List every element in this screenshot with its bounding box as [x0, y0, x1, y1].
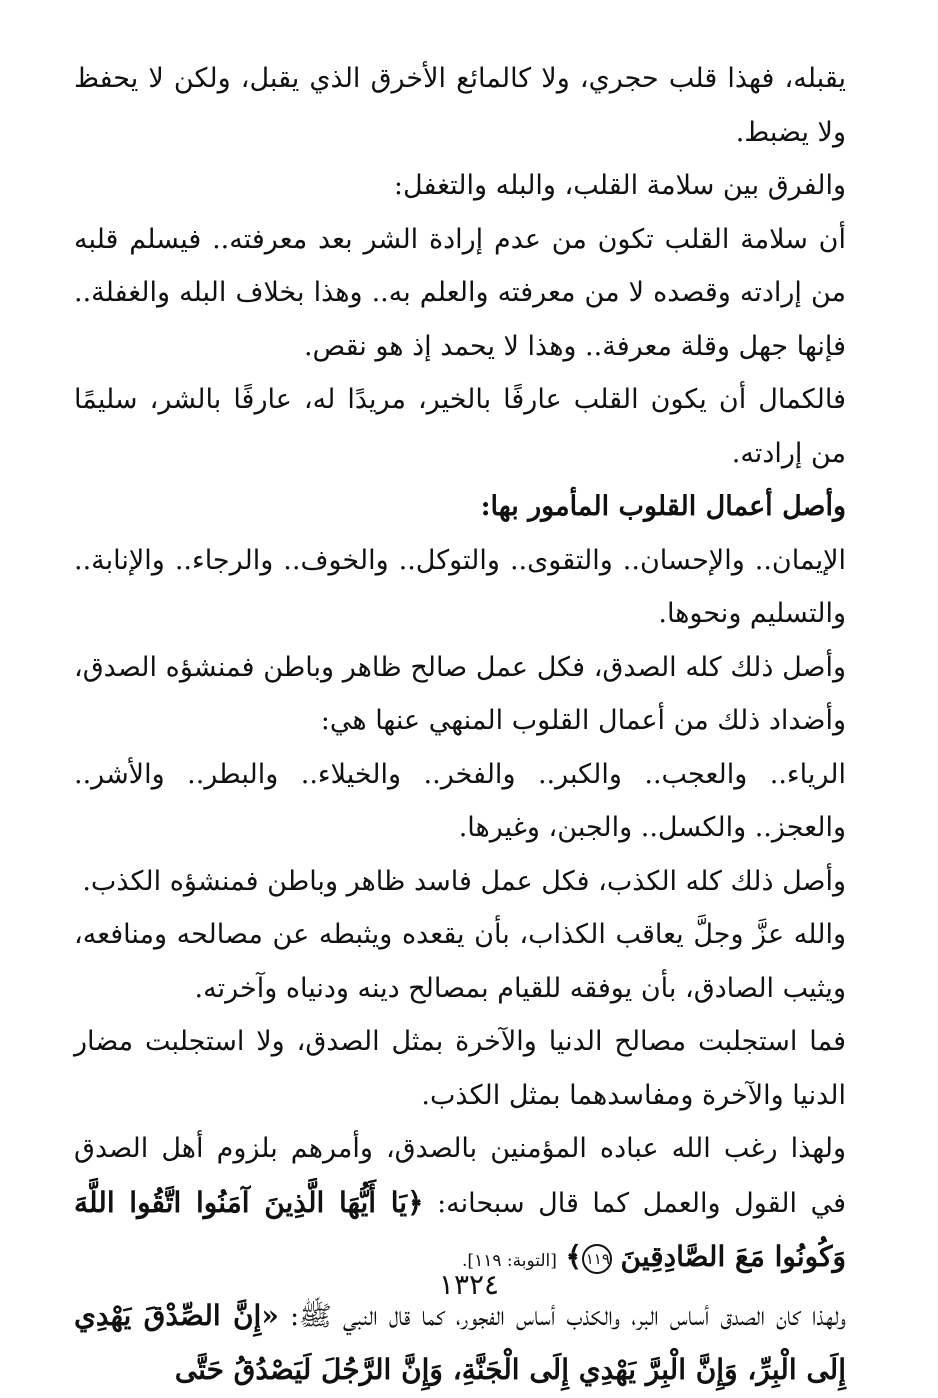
- paragraph: وأصل ذلك كله الصدق، فكل عمل صالح ظاهر وباطن فمنشؤه الصدق، وأضداد ذلك من أعمال القلوب المنهي عنها هي:: [74, 651, 846, 736]
- paragraph: والفرق بين سلامة القلب، والبله والتغفل:: [393, 170, 846, 201]
- paragraph: الرياء.. والعجب.. والكبر.. والفخر.. والخيلاء.. والبطر.. والأشر.. والعجز.. والكسل.. والجبن، وغيرها.: [74, 758, 846, 843]
- body-text: [74, 52, 846, 1398]
- paragraph: وأصل ذلك كله الكذب، فكل عمل فاسد ظاهر وباطن فمنشؤه الكذب.: [82, 865, 846, 897]
- quran-verse: ﴿يَا أَيُّهَا الَّذِينَ آمَنُوا اتَّقُوا اللَّهَ وَكُونُوا مَعَ الصَّادِقِينَ: [74, 1185, 846, 1273]
- paragraph: أن سلامة القلب تكون من عدم إرادة الشر بعد معرفته.. فيسلم قلبه من إرادته وقصده لا من معرفته والعلم به.. وهذا بخلاف البله والغفلة.. فإنها جهل وقلة معرفة.. وهذا لا يحمد إذ هو نقص.: [74, 223, 846, 362]
- hadith-text: «إِنَّ الصِّدْقَ يَهْدِي إِلَى الْبِرِّ، وَإِنَّ الْبِرَّ يَهْدِي إِلَى الْجَنَّةِ، وَإِنَّ الرَّجُلَ لَيَصْدُقُ حَتَّى: [74, 1298, 846, 1386]
- ayah-number-mark: ١١٩: [582, 1244, 612, 1274]
- section-heading: وأصل أعمال القلوب المأمور بها:: [480, 491, 846, 522]
- paragraph-text: ولهذا كان الصدق أساس البر، والكذب أساس الفجور، كما قال النبي ﷺ:: [290, 1300, 846, 1332]
- page-number: ١٣٢٤: [438, 1268, 500, 1301]
- paragraph-with-verse: [74, 1122, 846, 1289]
- paragraph: يقبله، فهذا قلب حجري، ولا كالمائع الأخرق الذي يقبل، ولكن لا يحفظ ولا يضبط.: [74, 63, 846, 148]
- paragraph: والله عزَّ وجلَّ يعاقب الكذاب، بأن يقعده ويثبطه عن مصالحه ومنافعه، ويثيب الصادق، بأن يوفقه للقيام بمصالح دينه ودنياه وآخرته.: [74, 919, 846, 1004]
- paragraph-with-hadith: [74, 1289, 846, 1398]
- quran-verse-close: ﴾: [565, 1240, 582, 1273]
- paragraph: فالكمال أن يكون القلب عارفًا بالخير، مريدًا له، عارفًا بالشر، سليمًا من إرادته.: [74, 384, 846, 469]
- verse-citation: [التوبة: ١١٩].: [462, 1251, 557, 1271]
- paragraph-text: ولهذا رغب الله عباده المؤمنين بالصدق، وأمرهم بلزوم أهل الصدق في القول والعمل كما قال سبحانه:: [74, 1133, 846, 1219]
- paragraph: فما استجلبت مصالح الدنيا والآخرة بمثل الصدق، ولا استجلبت مضار الدنيا والآخرة ومفاسدهما بمثل الكذب.: [74, 1026, 846, 1111]
- paragraph: الإيمان.. والإحسان.. والتقوى.. والتوكل.. والخوف.. والرجاء.. والإنابة.. والتسليم ونحوها.: [74, 544, 846, 629]
